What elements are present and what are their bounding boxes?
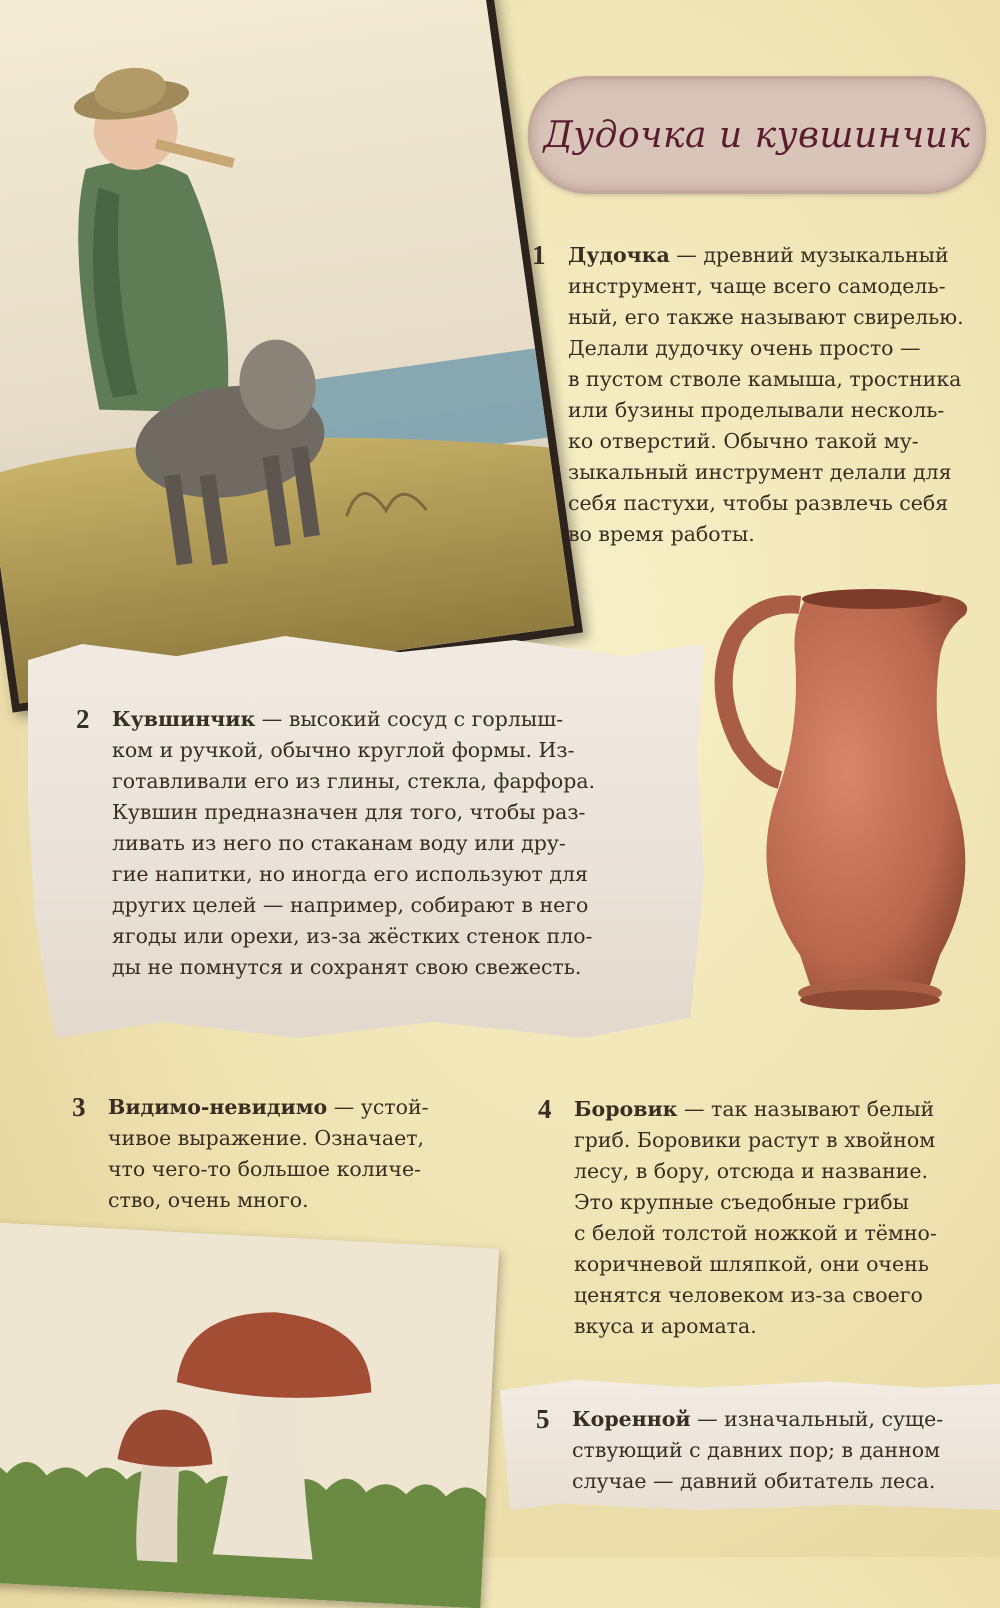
note-3 bbox=[72, 1092, 488, 1216]
note-line: Дудочка — древний музыкальный bbox=[568, 243, 949, 267]
note-line: Видимо-невидимо — устой- bbox=[108, 1095, 429, 1119]
note-5 bbox=[536, 1404, 992, 1497]
note-4 bbox=[538, 1094, 984, 1342]
note-number: 5 bbox=[536, 1404, 550, 1434]
note-2 bbox=[76, 704, 672, 983]
note-line: инструмент, чаще всего самодель- bbox=[568, 274, 946, 298]
note-line: ство, очень много. bbox=[108, 1188, 309, 1212]
note-line: Делали дудочку очень просто — bbox=[568, 336, 921, 360]
note-line: ценятся человеком из-за своего bbox=[574, 1283, 923, 1307]
note-number: 4 bbox=[538, 1094, 552, 1124]
note-line: Коренной — изначальный, суще- bbox=[572, 1407, 944, 1431]
note-line: гриб. Боровики растут в хвойном bbox=[574, 1128, 936, 1152]
note-line: Кувшин предназначен для того, чтобы раз- bbox=[112, 800, 586, 824]
note-line: зыкальный инструмент делали для bbox=[568, 460, 952, 484]
note-line: во время работы. bbox=[568, 522, 755, 546]
note-line: Боровик — так называют белый bbox=[574, 1097, 935, 1121]
note-line: с белой толстой ножкой и тёмно- bbox=[574, 1221, 937, 1245]
note-line: ствующий с давних пор; в данном bbox=[572, 1438, 941, 1462]
note-line: что чего-то большое количе- bbox=[108, 1157, 422, 1181]
note-line: гие напитки, но иногда его используют для bbox=[112, 862, 588, 886]
shepherd-painting bbox=[0, 0, 583, 713]
note-line: ды не помнутся и сохранят свою свежесть. bbox=[112, 955, 582, 979]
note-line: ягоды или орехи, из-за жёстких стенок пло- bbox=[112, 924, 593, 948]
note-line: коричневой шляпкой, они очень bbox=[574, 1252, 929, 1276]
note-term: Коренной bbox=[572, 1407, 691, 1431]
note-line: вкуса и аромата. bbox=[574, 1314, 757, 1338]
mushroom-photo bbox=[0, 1222, 499, 1608]
note-line: других целей — например, собирают в него bbox=[112, 893, 589, 917]
note-line: ный, его также называют свирелью. bbox=[568, 305, 964, 329]
note-line: Это крупные съедобные грибы bbox=[574, 1190, 909, 1214]
note-number: 1 bbox=[532, 240, 546, 270]
note-line: или бузины проделывали несколь- bbox=[568, 398, 945, 422]
note-1 bbox=[532, 240, 988, 550]
note-line: Кувшинчик — высокий сосуд с горлыш- bbox=[112, 707, 564, 731]
clay-jug-image bbox=[700, 575, 990, 1025]
note-line: лесу, в бору, отсюда и название. bbox=[574, 1159, 929, 1183]
note-term: Дудочка bbox=[568, 243, 670, 267]
note-number: 2 bbox=[76, 704, 90, 734]
note-line: ком и ручкой, обычно круглой формы. Из- bbox=[112, 738, 575, 762]
note-line: чивое выражение. Означает, bbox=[108, 1126, 425, 1150]
note-line: в пустом стволе камыша, тростника bbox=[568, 367, 962, 391]
page-title: Дудочка и кувшинчик bbox=[543, 114, 971, 156]
title-banner bbox=[528, 76, 986, 194]
note-number: 3 bbox=[72, 1092, 86, 1122]
note-line: готавливали его из глины, стекла, фарфора. bbox=[112, 769, 596, 793]
note-term: Кувшинчик bbox=[112, 707, 256, 731]
note-term: Видимо-невидимо bbox=[108, 1095, 328, 1119]
note-line: ко отверстий. Обычно такой му- bbox=[568, 429, 919, 453]
note-line: случае — давний обитатель леса. bbox=[572, 1469, 936, 1493]
note-line: ливать из него по стаканам воду или дру- bbox=[112, 831, 566, 855]
note-line: себя пастухи, чтобы развлечь себя bbox=[568, 491, 949, 515]
note-term: Боровик bbox=[574, 1097, 678, 1121]
